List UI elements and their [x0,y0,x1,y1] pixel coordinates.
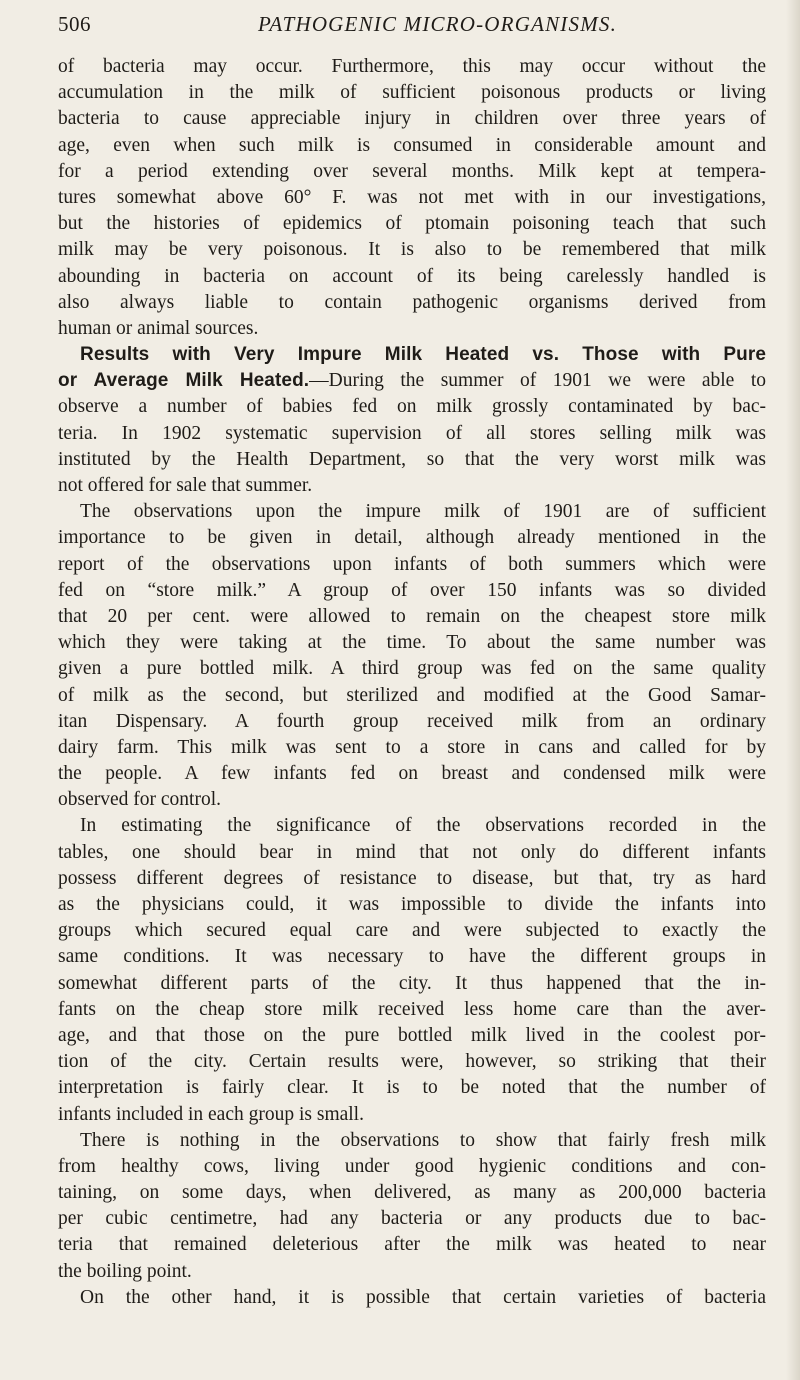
text-line: On the other hand, it is possible that certain varieties of bacteria [80,1286,766,1308]
text-line: possess different degrees of resistance to disease, but that, try as hard [58,867,766,889]
text-line: age, even when such milk is consumed in considerable amount and [58,134,766,156]
text-line: interpretation is fairly clear. It is to be noted that the number of [58,1077,766,1099]
running-title: PATHOGENIC MICRO-ORGANISMS. [258,12,618,36]
text-line: dairy farm. This milk was sent to a store in cans and called for by [58,736,766,758]
text-line: teria that remained deleterious after the milk was heated to near [58,1234,766,1256]
text-line: the boiling point. [58,1260,192,1282]
text-line: report of the observations upon infants of both summers which were [58,553,766,575]
scan-shadow-edge [786,0,800,1380]
text-line: tion of the city. Certain results were, however, so striking that their [58,1051,766,1073]
text-line: itan Dispensary. A fourth group received milk from an ordinary [58,710,766,732]
text-line: the people. A few infants fed on breast and condensed milk were [58,763,766,785]
text-line: fed on “store milk.” A group of over 150 infants was so divided [58,579,766,601]
text-line: accumulation in the milk of sufficient poisonous products or living [58,82,766,104]
text-line: taining, on some days, when delivered, as many as 200,000 bacteria [58,1182,766,1204]
body-text [58,54,766,1311]
text-line: given a pure bottled milk. A third group was fed on the same quality [58,658,766,680]
text-line: of milk as the second, but sterilized and modified at the Good Samar- [58,684,766,706]
text-line: that 20 per cent. were allowed to remain on the cheapest store milk [58,605,766,627]
text-line: observed for control. [58,789,221,811]
text-line: In estimating the significance of the observations recorded in the [80,815,766,837]
text-line: human or animal sources. [58,317,259,339]
text-line: There is nothing in the observations to show that fairly fresh milk [80,1129,766,1151]
text-line: abounding in bacteria on account of its being carelessly handled is [58,265,766,287]
text-line: tures somewhat above 60° F. was not met with in our investigations, [58,186,766,208]
section-heading-line [58,342,766,368]
text-line: infants included in each group is small. [58,1103,364,1125]
text-line: importance to be given in detail, although already mentioned in the [58,527,766,549]
text-line: which they were taking at the time. To about the same number was [58,632,766,654]
text-line: same conditions. It was necessary to have the different groups in [58,946,766,968]
page-number: 506 [58,12,91,36]
text-line: fants on the cheap store milk received less home care than the aver- [58,998,766,1020]
section-heading: or Average Milk Heated. [58,370,310,392]
text-line: tables, one should bear in mind that not only do different infants [58,841,766,863]
text-line: —During the summer of 1901 we were able to [309,370,766,392]
text-line: per cubic centimetre, had any bacteria or any products due to bac- [58,1208,766,1230]
text-line: as the physicians could, it was impossible to divide the infants into [58,894,766,915]
text-line: groups which secured equal care and were subjected to exactly the [58,920,766,942]
text-line: of bacteria may occur. Furthermore, this may occur without the [58,56,766,77]
text-line: The observations upon the impure milk of 1901 are of sufficient [80,501,766,523]
text-line: somewhat different parts of the city. It thus happened that the in- [58,972,766,994]
text-line: from healthy cows, living under good hygienic conditions and con- [58,1155,766,1177]
text-line: observe a number of babies fed on milk grossly contaminated by bac- [58,396,766,418]
running-head [58,12,774,48]
text-line: also always liable to contain pathogenic organisms derived from [58,291,766,313]
text-line: age, and that those on the pure bottled milk lived in the coolest por- [58,1024,766,1046]
text-line: teria. In 1902 systematic supervision of all stores selling milk was [58,422,766,444]
text-line: not offered for sale that summer. [58,475,313,496]
text-line: for a period extending over several months. Milk kept at tempera- [58,160,766,182]
section-heading: Results with Very Impure Milk Heated vs. Those with Pure [80,344,766,366]
text-line: milk may be very poisonous. It is also to be remembered that milk [58,239,766,261]
text-line: bacteria to cause appreciable injury in children over three years of [58,108,766,130]
text-line: but the histories of epidemics of ptomain poisoning teach that such [58,213,766,235]
section-heading-line [58,368,766,394]
text-line: instituted by the Health Department, so that the very worst milk was [58,448,766,470]
